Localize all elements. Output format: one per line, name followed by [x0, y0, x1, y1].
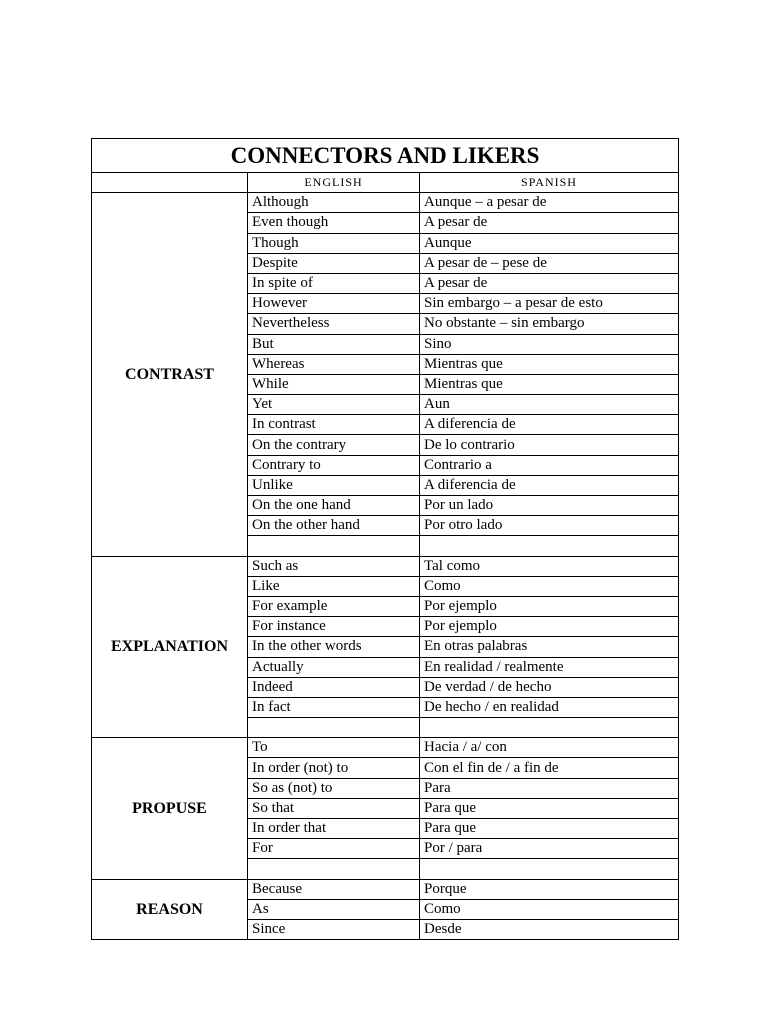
english-connector: Although [248, 193, 420, 213]
spanish-translation: Aun [420, 395, 679, 415]
english-connector: For example [248, 596, 420, 616]
connectors-table [91, 138, 679, 940]
spanish-translation: Como [420, 899, 679, 919]
english-connector: While [248, 374, 420, 394]
table-row [92, 879, 679, 899]
category-label: CONTRAST [92, 193, 248, 556]
spanish-translation: Por ejemplo [420, 596, 679, 616]
spanish-translation: A diferencia de [420, 475, 679, 495]
english-column-header: ENGLISH [248, 173, 420, 193]
spanish-translation: Sino [420, 334, 679, 354]
spanish-translation: Con el fin de / a fin de [420, 758, 679, 778]
spanish-translation: Por un lado [420, 496, 679, 516]
spanish-translation: Por / para [420, 839, 679, 859]
spanish-translation [420, 859, 679, 879]
spanish-translation: Tal como [420, 556, 679, 576]
spanish-translation: De hecho / en realidad [420, 697, 679, 717]
spanish-translation: Aunque [420, 233, 679, 253]
table-row [92, 193, 679, 213]
spanish-translation: En otras palabras [420, 637, 679, 657]
category-header-cell [92, 173, 248, 193]
english-connector: Actually [248, 657, 420, 677]
spanish-translation: Hacia / a/ con [420, 738, 679, 758]
spanish-translation: Desde [420, 919, 679, 939]
spanish-translation: En realidad / realmente [420, 657, 679, 677]
english-connector: Such as [248, 556, 420, 576]
english-connector: On the other hand [248, 516, 420, 536]
english-connector: Indeed [248, 677, 420, 697]
spanish-column-header: SPANISH [420, 173, 679, 193]
spanish-translation: De lo contrario [420, 435, 679, 455]
english-connector: To [248, 738, 420, 758]
table-body [92, 139, 679, 940]
spanish-translation: Para [420, 778, 679, 798]
english-connector: On the one hand [248, 496, 420, 516]
english-connector [248, 859, 420, 879]
spanish-translation: De verdad / de hecho [420, 677, 679, 697]
spanish-translation: Como [420, 576, 679, 596]
english-connector: However [248, 294, 420, 314]
english-connector: Whereas [248, 354, 420, 374]
english-connector: On the contrary [248, 435, 420, 455]
english-connector: Because [248, 879, 420, 899]
english-connector: In the other words [248, 637, 420, 657]
english-connector: Contrary to [248, 455, 420, 475]
spanish-translation: Por ejemplo [420, 617, 679, 637]
english-connector: Though [248, 233, 420, 253]
spanish-translation: Para que [420, 798, 679, 818]
spanish-translation: Por otro lado [420, 516, 679, 536]
table-row [92, 738, 679, 758]
english-connector [248, 536, 420, 556]
title-row [92, 139, 679, 173]
english-connector: Nevertheless [248, 314, 420, 334]
english-connector: But [248, 334, 420, 354]
document-title: CONNECTORS AND LIKERS [92, 139, 679, 173]
english-connector: For instance [248, 617, 420, 637]
spanish-translation: Aunque – a pesar de [420, 193, 679, 213]
spanish-translation: A pesar de [420, 273, 679, 293]
english-connector: Like [248, 576, 420, 596]
english-connector: So as (not) to [248, 778, 420, 798]
spanish-translation: A pesar de [420, 213, 679, 233]
spanish-translation: Para que [420, 819, 679, 839]
spanish-translation: Sin embargo – a pesar de esto [420, 294, 679, 314]
spanish-translation: A pesar de – pese de [420, 253, 679, 273]
english-connector: For [248, 839, 420, 859]
english-connector: In order that [248, 819, 420, 839]
english-connector: In contrast [248, 415, 420, 435]
spanish-translation: A diferencia de [420, 415, 679, 435]
category-label: PROPUSE [92, 738, 248, 879]
english-connector: As [248, 899, 420, 919]
spanish-translation: Contrario a [420, 455, 679, 475]
spanish-translation [420, 718, 679, 738]
english-connector: Since [248, 919, 420, 939]
spanish-translation: Mientras que [420, 374, 679, 394]
spanish-translation: Mientras que [420, 354, 679, 374]
english-connector: In spite of [248, 273, 420, 293]
english-connector: Even though [248, 213, 420, 233]
english-connector: In order (not) to [248, 758, 420, 778]
header-row [92, 173, 679, 193]
spanish-translation [420, 536, 679, 556]
spanish-translation: Porque [420, 879, 679, 899]
english-connector: In fact [248, 697, 420, 717]
english-connector: Yet [248, 395, 420, 415]
english-connector: Despite [248, 253, 420, 273]
english-connector [248, 718, 420, 738]
category-label: EXPLANATION [92, 556, 248, 738]
table-row [92, 556, 679, 576]
english-connector: So that [248, 798, 420, 818]
english-connector: Unlike [248, 475, 420, 495]
category-label: REASON [92, 879, 248, 940]
spanish-translation: No obstante – sin embargo [420, 314, 679, 334]
